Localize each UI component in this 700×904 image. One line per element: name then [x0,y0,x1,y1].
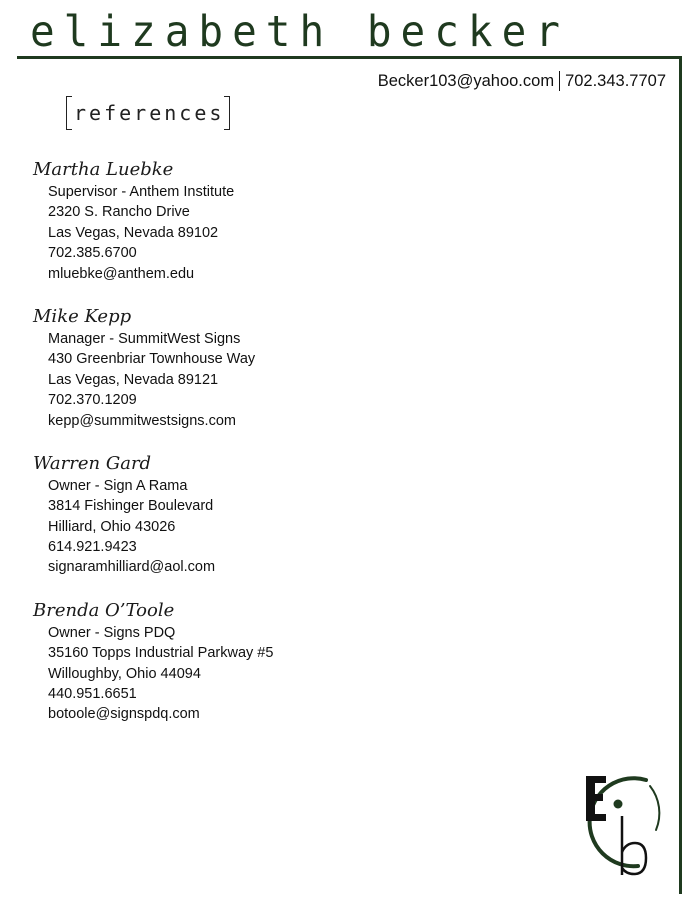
reference-item [33,451,633,578]
reference-title: Manager - SummitWest Signs [48,330,241,347]
reference-name: Mike Kepp [33,305,132,327]
side-rule [679,56,682,894]
reference-name: Brenda O’Toole [33,599,175,621]
contact-divider [559,71,560,91]
reference-email[interactable]: mluebke@anthem.edu [48,265,195,282]
monogram-logo [568,770,668,878]
resume-name: elizabeth becker [30,6,569,57]
reference-title: Owner - Signs PDQ [48,624,176,641]
reference-phone: 440.951.6651 [48,686,137,703]
reference-name: Martha Luebke [33,159,174,180]
contact-email[interactable]: Becker103@yahoo.com [377,71,555,90]
reference-item [33,157,633,284]
reference-title: Supervisor - Anthem Institute [48,184,235,200]
header-rule [17,56,682,59]
reference-email[interactable]: signaramhilliard@aol.com [48,559,216,576]
reference-title: Owner - Sign A Rama [48,477,188,494]
reference-name: Warren Gard [33,452,152,474]
reference-street: 2320 S. Rancho Drive [48,204,190,221]
reference-item [33,304,633,431]
left-bracket [66,96,72,130]
contact-info [378,71,666,91]
reference-street: 35160 Topps Industrial Parkway #5 [48,645,274,662]
right-bracket [224,96,230,130]
reference-email[interactable]: botoole@signspdq.com [48,706,200,723]
contact-phone: 702.343.7707 [565,71,666,90]
section-title [66,96,230,130]
reference-street: 3814 Fishinger Boulevard [48,498,214,515]
references-list [33,157,633,745]
reference-street: 430 Greenbriar Townhouse Way [48,351,256,368]
reference-item [33,598,633,725]
reference-phone: 702.385.6700 [48,245,137,262]
reference-email[interactable]: kepp@summitwestsigns.com [48,412,236,429]
reference-city: Las Vegas, Nevada 89102 [48,224,219,241]
reference-phone: 614.921.9423 [48,539,137,556]
reference-city: Hilliard, Ohio 43026 [48,518,176,535]
reference-city: Willoughby, Ohio 44094 [48,665,201,682]
section-title-text: references [74,101,225,125]
reference-phone: 702.370.1209 [48,392,137,409]
reference-city: Las Vegas, Nevada 89121 [48,371,219,388]
